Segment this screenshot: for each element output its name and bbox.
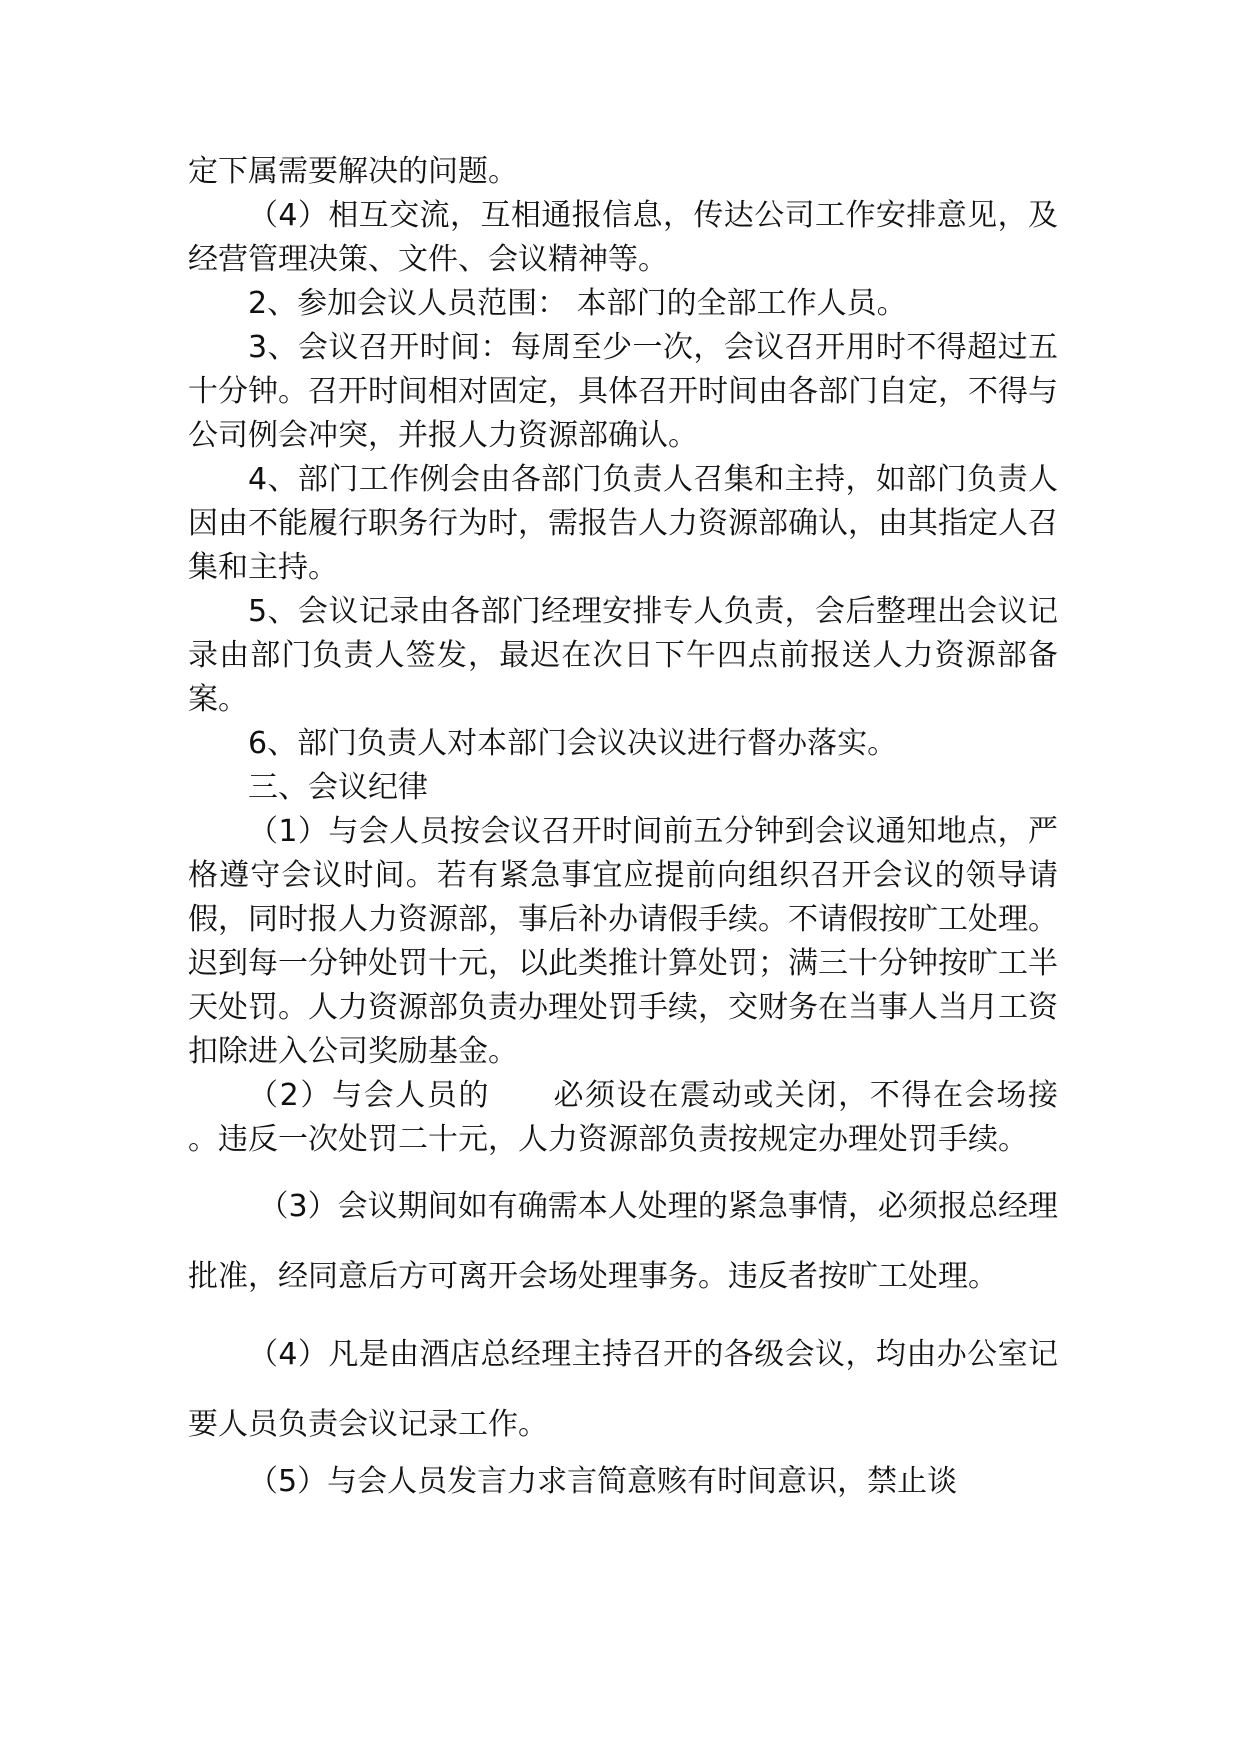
paragraph-attendees: 2、参加会议人员范围： 本部门的全部工作人员。 [248,286,907,321]
paragraph-discipline-4: （4）凡是由酒店总经理主持召开的各级会议，均由办公室记要人员负责会议记录工作。 [188,1337,1058,1442]
paragraph-host: 4、部门工作例会由各部门负责人召集和主持，如部门负责人因由不能履行职务行为时，需报告人力资源部确认，由其指定人召集和主持。 [188,462,1058,585]
paragraph-minutes: 5、会议记录由各部门经理安排专人负责，会后整理出会议记录由部门负责人签发，最迟在次日下午四点前报送人力资源部备案。 [188,594,1058,717]
paragraph-discipline-1: （1）与会人员按会议召开时间前五分钟到会议通知地点，严格遵守会议时间。若有紧急事宜应提前向组织召开会议的领导请假，同时报人力资源部，事后补办请假手续。不请假按旷工处理。迟到每一分钟处罚十元，以此类推计算处罚；满三十分钟按旷工半天处罚。人力资源部负责办理处罚手续，交财务在当事人当月工资扣除进入公司奖励基金。 [188,814,1058,1069]
paragraph-discipline-2: （2）与会人员的 必须设在震动或关闭，不得在会场接 。违反一次处罚二十元，人力资源部负责按规定办理处罚手续。 [188,1078,1118,1157]
paragraph-continuation: 定下属需要解决的问题。 [188,154,518,189]
paragraph-discipline-5: （5）与会人员发言力求言简意赅有时间意识，禁止谈 [248,1464,958,1499]
section-heading-discipline: 三、会议纪律 [248,770,428,805]
document-body [188,150,1118,1504]
paragraph-discipline-3: （3）会议期间如有确需本人处理的紧急事情，必须报总经理批准，经同意后方可离开会场处理事务。违反者按旷工处理。 [188,1189,1058,1294]
paragraph-item-4: （4）相互交流，互相通报信息，传达公司工作安排意见，及经营管理决策、文件、会议精神等。 [188,198,1058,277]
paragraph-supervision: 6、部门负责人对本部门会议决议进行督办落实。 [248,726,898,761]
paragraph-meeting-time: 3、会议召开时间：每周至少一次，会议召开用时不得超过五十分钟。召开时间相对固定，具体召开时间由各部门自定，不得与公司例会冲突，并报人力资源部确认。 [188,330,1058,453]
